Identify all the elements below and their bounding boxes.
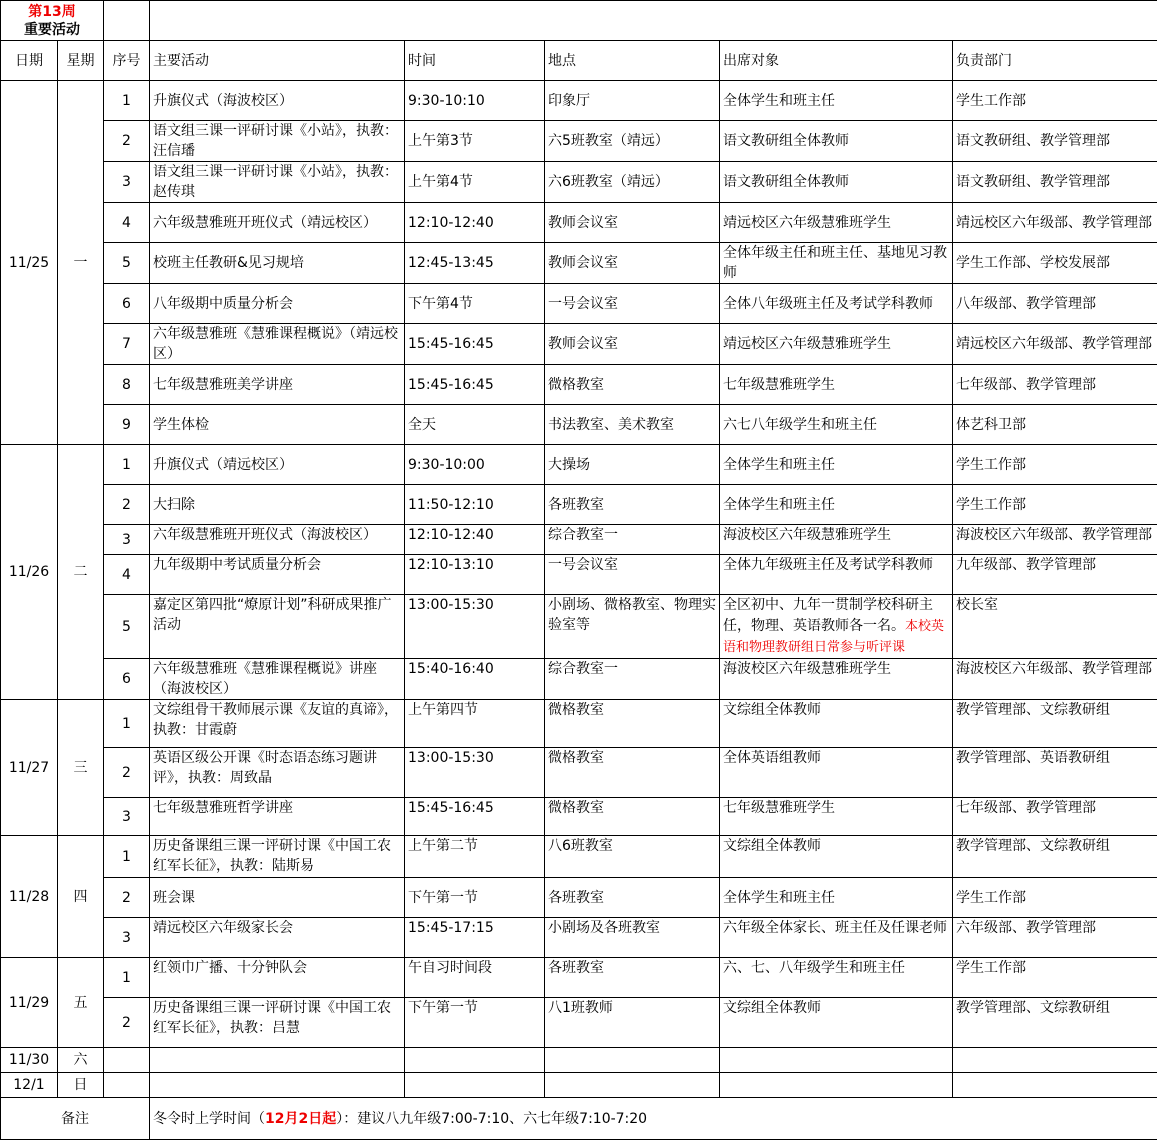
table-row xyxy=(1,798,1157,836)
dept-cell: 学生工作部 xyxy=(953,485,1157,525)
dept-cell: 校长室 xyxy=(953,595,1157,659)
attendees-cell: 全体英语组教师 xyxy=(720,748,953,798)
table-row xyxy=(1,81,1157,121)
activity-cell: 升旗仪式（海波校区） xyxy=(150,81,405,121)
attendees-cell: 文综组全体教师 xyxy=(720,998,953,1048)
dept-cell: 学生工作部、学校发展部 xyxy=(953,243,1157,284)
empty-cell xyxy=(150,1073,405,1098)
time-cell: 9:30-10:10 xyxy=(405,81,545,121)
column-header: 日期 xyxy=(1,41,58,81)
table-row xyxy=(1,700,1157,748)
dept-cell: 学生工作部 xyxy=(953,81,1157,121)
table-row xyxy=(1,918,1157,958)
attendees-cell: 全体九年级班主任及考试学科教师 xyxy=(720,555,953,595)
attendees-cell xyxy=(720,595,953,659)
dept-cell: 海波校区六年级部、教学管理部 xyxy=(953,525,1157,555)
table-row xyxy=(1,284,1157,324)
dept-cell: 语文教研组、教学管理部 xyxy=(953,121,1157,162)
dept-cell: 教学管理部、文综教研组 xyxy=(953,836,1157,878)
remarks-label: 备注 xyxy=(1,1098,150,1140)
attendees-cell: 海波校区六年级慧雅班学生 xyxy=(720,659,953,700)
activity-cell: 六年级慧雅班《慧雅课程概说》讲座（海波校区） xyxy=(150,659,405,700)
number-cell: 1 xyxy=(104,836,150,878)
number-cell: 6 xyxy=(104,659,150,700)
dept-cell: 语文教研组、教学管理部 xyxy=(953,162,1157,203)
attendees-cell: 靖远校区六年级慧雅班学生 xyxy=(720,203,953,243)
time-cell: 全天 xyxy=(405,405,545,445)
number-cell: 2 xyxy=(104,748,150,798)
remarks-suffix: ）：建议八九年级7:00-7:10、六七年级7:10-7:20 xyxy=(336,1111,647,1127)
table-row xyxy=(1,525,1157,555)
place-cell: 六6班教室（靖远） xyxy=(545,162,720,203)
table-row xyxy=(1,324,1157,365)
attendees-cell: 全体年级主任和班主任、基地见习教师 xyxy=(720,243,953,284)
attendees-cell: 海波校区六年级慧雅班学生 xyxy=(720,525,953,555)
activity-cell: 九年级期中考试质量分析会 xyxy=(150,555,405,595)
empty-cell xyxy=(405,1048,545,1073)
place-cell: 八6班教室 xyxy=(545,836,720,878)
place-cell: 各班教室 xyxy=(545,958,720,998)
week-label: 第13周 xyxy=(4,3,100,21)
column-header: 主要活动 xyxy=(150,41,405,81)
time-cell: 15:45-16:45 xyxy=(405,798,545,836)
time-cell: 上午第4节 xyxy=(405,162,545,203)
activity-cell: 学生体检 xyxy=(150,405,405,445)
attendees-cell: 靖远校区六年级慧雅班学生 xyxy=(720,324,953,365)
activity-cell: 靖远校区六年级家长会 xyxy=(150,918,405,958)
place-cell: 印象厅 xyxy=(545,81,720,121)
activity-cell: 大扫除 xyxy=(150,485,405,525)
dept-cell: 靖远校区六年级部、教学管理部 xyxy=(953,324,1157,365)
time-cell: 上午第二节 xyxy=(405,836,545,878)
table-row xyxy=(1,878,1157,918)
attendees-cell: 语文教研组全体教师 xyxy=(720,162,953,203)
time-cell: 13:00-15:30 xyxy=(405,595,545,659)
weekday-cell: 五 xyxy=(58,958,104,1048)
dept-cell: 学生工作部 xyxy=(953,878,1157,918)
time-cell: 15:45-16:45 xyxy=(405,324,545,365)
week-subtitle: 重要活动 xyxy=(4,21,100,39)
dept-cell: 学生工作部 xyxy=(953,958,1157,998)
number-cell: 2 xyxy=(104,121,150,162)
attendees-cell: 文综组全体教师 xyxy=(720,836,953,878)
weekday-cell: 三 xyxy=(58,700,104,836)
dept-cell: 八年级部、教学管理部 xyxy=(953,284,1157,324)
attendees-wrap xyxy=(723,595,949,655)
number-cell: 5 xyxy=(104,595,150,659)
attendees-cell: 全体学生和班主任 xyxy=(720,445,953,485)
attendees-cell: 七年级慧雅班学生 xyxy=(720,365,953,405)
weekday-cell: 一 xyxy=(58,81,104,445)
activity-cell: 文综组骨干教师展示课《友谊的真谛》，执教：甘霞蔚 xyxy=(150,700,405,748)
weekday-cell: 四 xyxy=(58,836,104,958)
column-header: 负责部门 xyxy=(953,41,1157,81)
place-cell: 小剧场、微格教室、物理实验室等 xyxy=(545,595,720,659)
remarks-row xyxy=(1,1098,1157,1140)
activity-cell: 六年级慧雅班开班仪式（靖远校区） xyxy=(150,203,405,243)
time-cell: 下午第一节 xyxy=(405,878,545,918)
weekday-cell: 日 xyxy=(58,1073,104,1098)
dept-cell: 九年级部、教学管理部 xyxy=(953,555,1157,595)
week-title-cell xyxy=(1,1,104,41)
empty-cell xyxy=(953,1073,1157,1098)
time-cell: 13:00-15:30 xyxy=(405,748,545,798)
number-cell: 2 xyxy=(104,485,150,525)
dept-cell: 体艺科卫部 xyxy=(953,405,1157,445)
attendees-cell: 全体学生和班主任 xyxy=(720,485,953,525)
place-cell: 一号会议室 xyxy=(545,555,720,595)
dept-cell: 教学管理部、英语教研组 xyxy=(953,748,1157,798)
attendees-cell: 全体学生和班主任 xyxy=(720,878,953,918)
activity-cell: 语文组三课一评研讨课《小站》，执教：赵传琪 xyxy=(150,162,405,203)
attendees-cell: 语文教研组全体教师 xyxy=(720,121,953,162)
time-cell: 午自习时间段 xyxy=(405,958,545,998)
table-row xyxy=(1,748,1157,798)
time-cell: 12:10-12:40 xyxy=(405,525,545,555)
place-cell: 综合教室一 xyxy=(545,659,720,700)
activity-cell: 六年级慧雅班开班仪式（海波校区） xyxy=(150,525,405,555)
weekday-cell: 二 xyxy=(58,445,104,700)
place-cell: 教师会议室 xyxy=(545,324,720,365)
date-cell: 11/26 xyxy=(1,445,58,700)
table-row xyxy=(1,121,1157,162)
empty-cell xyxy=(150,1,1157,41)
empty-cell xyxy=(104,1048,150,1073)
weekday-cell: 六 xyxy=(58,1048,104,1073)
time-cell: 上午第四节 xyxy=(405,700,545,748)
empty-cell xyxy=(150,1048,405,1073)
date-cell: 11/30 xyxy=(1,1048,58,1073)
table-row xyxy=(1,405,1157,445)
time-cell: 15:45-16:45 xyxy=(405,365,545,405)
date-cell: 11/28 xyxy=(1,836,58,958)
dept-cell: 七年级部、教学管理部 xyxy=(953,365,1157,405)
place-cell: 各班教室 xyxy=(545,878,720,918)
number-cell: 2 xyxy=(104,998,150,1048)
dept-cell: 教学管理部、文综教研组 xyxy=(953,998,1157,1048)
time-cell: 11:50-12:10 xyxy=(405,485,545,525)
activity-cell: 历史备课组三课一评研讨课《中国工农红军长征》，执教：吕慧 xyxy=(150,998,405,1048)
number-cell: 1 xyxy=(104,958,150,998)
empty-cell xyxy=(405,1073,545,1098)
attendees-cell: 六七八年级学生和班主任 xyxy=(720,405,953,445)
place-cell: 书法教室、美术教室 xyxy=(545,405,720,445)
table-row xyxy=(1,162,1157,203)
remarks-text xyxy=(150,1098,1157,1140)
place-cell: 大操场 xyxy=(545,445,720,485)
number-cell: 9 xyxy=(104,405,150,445)
empty-cell xyxy=(104,1,150,41)
header-row xyxy=(1,41,1157,81)
activity-cell: 语文组三课一评研讨课《小站》，执教：汪信璠 xyxy=(150,121,405,162)
dept-cell: 教学管理部、文综教研组 xyxy=(953,700,1157,748)
activity-cell: 历史备课组三课一评研讨课《中国工农红军长征》，执教：陆斯易 xyxy=(150,836,405,878)
remarks-prefix: 冬令时上学时间（ xyxy=(153,1111,265,1127)
place-cell: 综合教室一 xyxy=(545,525,720,555)
number-cell: 3 xyxy=(104,918,150,958)
table-row xyxy=(1,998,1157,1048)
attendees-cell: 七年级慧雅班学生 xyxy=(720,798,953,836)
empty-cell xyxy=(104,1073,150,1098)
table-row xyxy=(1,836,1157,878)
day-row xyxy=(1,1073,1157,1098)
number-cell: 6 xyxy=(104,284,150,324)
activity-cell: 班会课 xyxy=(150,878,405,918)
place-cell: 八1班教师 xyxy=(545,998,720,1048)
number-cell: 2 xyxy=(104,878,150,918)
number-cell: 1 xyxy=(104,81,150,121)
day-row xyxy=(1,1048,1157,1073)
number-cell: 4 xyxy=(104,555,150,595)
table-row xyxy=(1,555,1157,595)
place-cell: 教师会议室 xyxy=(545,203,720,243)
dept-cell: 靖远校区六年级部、教学管理部 xyxy=(953,203,1157,243)
column-header: 星期 xyxy=(58,41,104,81)
attendees-cell: 六年级全体家长、班主任及任课老师 xyxy=(720,918,953,958)
remarks-highlight: 12月2日起 xyxy=(265,1111,336,1127)
number-cell: 7 xyxy=(104,324,150,365)
time-cell: 上午第3节 xyxy=(405,121,545,162)
time-cell: 下午第4节 xyxy=(405,284,545,324)
attendees-cell: 全体学生和班主任 xyxy=(720,81,953,121)
attendees-note: 本校英语和物理教研组日常参与听评课 xyxy=(723,619,944,655)
time-cell: 12:10-12:40 xyxy=(405,203,545,243)
number-cell: 5 xyxy=(104,243,150,284)
place-cell: 小剧场及各班教室 xyxy=(545,918,720,958)
dept-cell: 学生工作部 xyxy=(953,445,1157,485)
dept-cell: 七年级部、教学管理部 xyxy=(953,798,1157,836)
place-cell: 一号会议室 xyxy=(545,284,720,324)
table-row xyxy=(1,445,1157,485)
place-cell: 教师会议室 xyxy=(545,243,720,284)
date-cell: 11/29 xyxy=(1,958,58,1048)
table-row xyxy=(1,243,1157,284)
column-header: 时间 xyxy=(405,41,545,81)
table-row xyxy=(1,659,1157,700)
attendees-cell: 全体八年级班主任及考试学科教师 xyxy=(720,284,953,324)
date-cell: 12/1 xyxy=(1,1073,58,1098)
activity-cell: 七年级慧雅班哲学讲座 xyxy=(150,798,405,836)
place-cell: 微格教室 xyxy=(545,748,720,798)
empty-cell xyxy=(720,1073,953,1098)
table-row xyxy=(1,595,1157,659)
empty-cell xyxy=(720,1048,953,1073)
place-cell: 六5班教室（靖远） xyxy=(545,121,720,162)
attendees-cell: 文综组全体教师 xyxy=(720,700,953,748)
empty-cell xyxy=(545,1048,720,1073)
activity-cell: 嘉定区第四批“燎原计划”科研成果推广活动 xyxy=(150,595,405,659)
table-row xyxy=(1,958,1157,998)
number-cell: 3 xyxy=(104,525,150,555)
time-cell: 9:30-10:00 xyxy=(405,445,545,485)
time-cell: 12:45-13:45 xyxy=(405,243,545,284)
empty-cell xyxy=(545,1073,720,1098)
time-cell: 15:45-17:15 xyxy=(405,918,545,958)
number-cell: 1 xyxy=(104,700,150,748)
place-cell: 微格教室 xyxy=(545,700,720,748)
activity-cell: 六年级慧雅班《慧雅课程概说》（靖远校区） xyxy=(150,324,405,365)
column-header: 出席对象 xyxy=(720,41,953,81)
number-cell: 4 xyxy=(104,203,150,243)
empty-cell xyxy=(953,1048,1157,1073)
attendees-cell: 六、七、八年级学生和班主任 xyxy=(720,958,953,998)
column-header: 地点 xyxy=(545,41,720,81)
dept-cell: 海波校区六年级部、教学管理部 xyxy=(953,659,1157,700)
number-cell: 3 xyxy=(104,798,150,836)
number-cell: 3 xyxy=(104,162,150,203)
activity-cell: 红领巾广播、十分钟队会 xyxy=(150,958,405,998)
activity-cell: 校班主任教研&见习规培 xyxy=(150,243,405,284)
activity-cell: 八年级期中质量分析会 xyxy=(150,284,405,324)
activity-cell: 英语区级公开课《时态语态练习题讲评》，执教：周致晶 xyxy=(150,748,405,798)
table-row xyxy=(1,203,1157,243)
attendees-text: 全区初中、九年一贯制学校科研主任，物理、英语教师各一名。 xyxy=(723,597,933,634)
time-cell: 12:10-13:10 xyxy=(405,555,545,595)
date-cell: 11/27 xyxy=(1,700,58,836)
column-header: 序号 xyxy=(104,41,150,81)
table-row xyxy=(1,485,1157,525)
table-row xyxy=(1,365,1157,405)
activity-cell: 升旗仪式（靖远校区） xyxy=(150,445,405,485)
date-cell: 11/25 xyxy=(1,81,58,445)
time-cell: 15:40-16:40 xyxy=(405,659,545,700)
place-cell: 微格教室 xyxy=(545,798,720,836)
number-cell: 1 xyxy=(104,445,150,485)
dept-cell: 六年级部、教学管理部 xyxy=(953,918,1157,958)
time-cell: 下午第一节 xyxy=(405,998,545,1048)
place-cell: 各班教室 xyxy=(545,485,720,525)
title-row xyxy=(1,1,1157,41)
number-cell: 8 xyxy=(104,365,150,405)
activity-cell: 七年级慧雅班美学讲座 xyxy=(150,365,405,405)
place-cell: 微格教室 xyxy=(545,365,720,405)
